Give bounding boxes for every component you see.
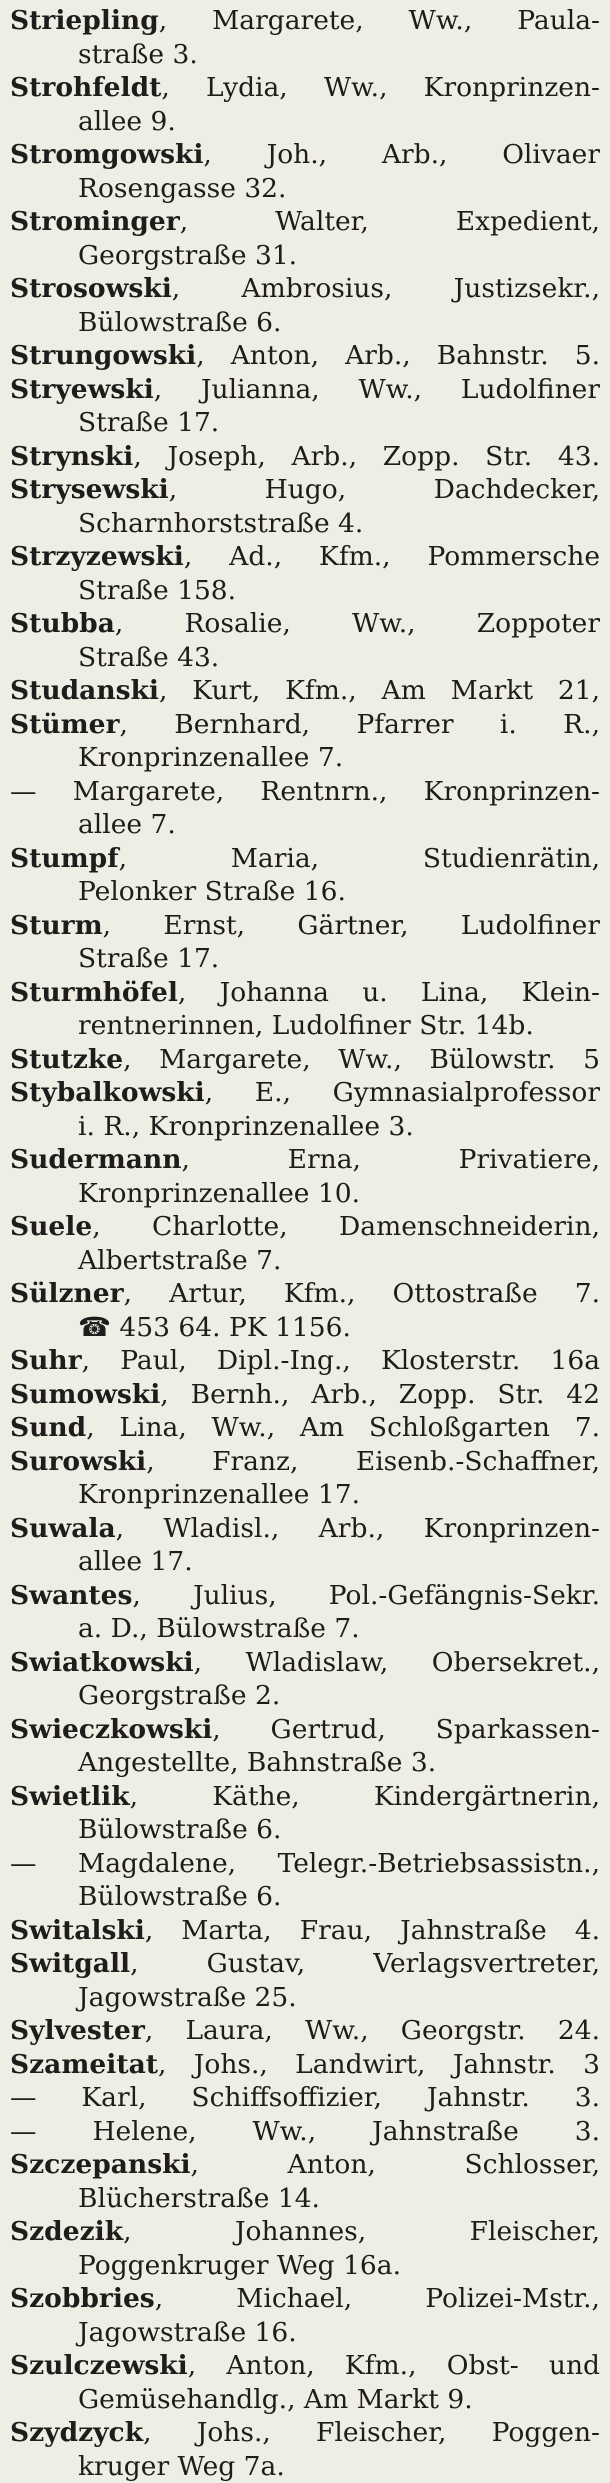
entry-text: , Bernh., Arb., Zopp. Str. 42 <box>160 1379 600 1410</box>
entry-text: , Ambrosius, Justizsekr., <box>172 273 600 304</box>
entry-continuation-line <box>10 875 600 909</box>
entry-text: kruger Weg 7a. <box>78 2451 285 2482</box>
entry-text: — Helene, Ww., Jahnstraße 3. <box>10 2116 600 2147</box>
entry-first-line <box>10 2081 600 2115</box>
entry-text: , Anton, Kfm., Obst- und <box>188 2350 600 2381</box>
entry-surname: Strungowski <box>10 340 196 371</box>
entry-text: , Kurt, Kfm., Am Markt 21, <box>159 675 600 706</box>
entry-first-line <box>10 1143 600 1177</box>
directory-entry <box>10 2215 600 2282</box>
directory-entry <box>10 1780 600 1847</box>
entry-surname: Stubba <box>10 608 115 639</box>
entry-text: Jagowstraße 25. <box>78 1982 297 2013</box>
entry-surname: Strohfeldt <box>10 72 161 103</box>
entry-text: , Artur, Kfm., Ottostraße 7. <box>124 1278 600 1309</box>
entry-surname: Suwala <box>10 1513 116 1544</box>
entry-text: , Anton, Schlosser, <box>191 2149 600 2180</box>
entry-text: , Laura, Ww., Georgstr. 24. <box>145 2015 600 2046</box>
entry-surname: Sumowski <box>10 1379 160 1410</box>
entry-surname: Swietlik <box>10 1781 130 1812</box>
directory-entry <box>10 2048 600 2082</box>
directory-entry <box>10 71 600 138</box>
directory-entry <box>10 1445 600 1512</box>
directory-entry <box>10 1646 600 1713</box>
entry-continuation-line <box>10 172 600 206</box>
entry-text: rentnerinnen, Ludolfiner Str. 14b. <box>78 1010 534 1041</box>
entry-continuation-line <box>10 808 600 842</box>
entry-text: , Wladislaw, Obersekret., <box>194 1647 600 1678</box>
entry-text: allee 17. <box>78 1546 193 1577</box>
entry-first-line <box>10 976 600 1010</box>
entry-surname: Strynski <box>10 441 133 472</box>
entry-surname: Swieczkowski <box>10 1714 212 1745</box>
directory-entry <box>10 540 600 607</box>
entry-first-line <box>10 1076 600 1110</box>
entry-first-line <box>10 708 600 742</box>
directory-column <box>10 4 600 2483</box>
entry-surname: Sülzner <box>10 1278 124 1309</box>
entry-first-line <box>10 775 600 809</box>
entry-text: Jagowstraße 16. <box>78 2317 297 2348</box>
entry-text: Straße 158. <box>78 575 236 606</box>
entry-continuation-line <box>10 1177 600 1211</box>
entry-surname: Switalski <box>10 1915 145 1946</box>
entry-text: straße 3. <box>78 39 198 70</box>
entry-first-line <box>10 1411 600 1445</box>
entry-continuation-line <box>10 38 600 72</box>
entry-surname: Surowski <box>10 1446 146 1477</box>
entry-text: , Joseph, Arb., Zopp. Str. 43. <box>133 441 600 472</box>
entry-surname: Sudermann <box>10 1144 182 1175</box>
entry-continuation-line <box>10 942 600 976</box>
directory-entry <box>10 373 600 440</box>
entry-first-line <box>10 2048 600 2082</box>
entry-surname: Szydzyck <box>10 2417 143 2448</box>
directory-entry <box>10 674 600 708</box>
entry-continuation-line <box>10 741 600 775</box>
entry-first-line <box>10 2349 600 2383</box>
entry-surname: Sund <box>10 1412 86 1443</box>
entry-text: , Maria, Studienrätin, <box>119 843 600 874</box>
entry-first-line <box>10 71 600 105</box>
entry-text: , Julius, Pol.-Gefängnis-Sekr. <box>132 1580 600 1611</box>
directory-entry <box>10 1344 600 1378</box>
entry-text: ☎ 453 64. PK 1156. <box>78 1312 351 1343</box>
entry-text: Pelonker Straße 16. <box>78 876 346 907</box>
entry-first-line <box>10 138 600 172</box>
entry-continuation-line <box>10 406 600 440</box>
entry-text: Kronprinzenallee 17. <box>78 1479 360 1510</box>
entry-text: , Johanna u. Lina, Klein- <box>178 977 600 1008</box>
directory-entry <box>10 1076 600 1143</box>
entry-first-line <box>10 1579 600 1613</box>
entry-first-line <box>10 1043 600 1077</box>
entry-text: Gemüsehandlg., Am Markt 9. <box>78 2384 473 2415</box>
entry-surname: Suele <box>10 1211 92 1242</box>
entry-text: Straße 17. <box>78 943 219 974</box>
entry-surname: Sturmhöfel <box>10 977 178 1008</box>
entry-first-line <box>10 2215 600 2249</box>
entry-text: , Bernhard, Pfarrer i. R., <box>120 709 600 740</box>
directory-entry <box>10 2148 600 2215</box>
entry-surname: Stryewski <box>10 374 154 405</box>
directory-entry <box>10 909 600 976</box>
directory-entry <box>10 2014 600 2048</box>
entry-surname: Strzyzewski <box>10 541 184 572</box>
entry-first-line <box>10 1512 600 1546</box>
entry-first-line <box>10 2115 600 2149</box>
entry-text: Poggenkruger Weg 16a. <box>78 2250 401 2281</box>
directory-entry <box>10 1947 600 2014</box>
entry-text: Bülowstraße 6. <box>78 307 281 338</box>
directory-entry <box>10 775 600 842</box>
directory-entry <box>10 1579 600 1646</box>
entry-text: , Paul, Dipl.-Ing., Klosterstr. 16a <box>82 1345 600 1376</box>
entry-text: allee 7. <box>78 809 176 840</box>
entry-continuation-line <box>10 1244 600 1278</box>
entry-surname: Studanski <box>10 675 159 706</box>
entry-first-line <box>10 1277 600 1311</box>
directory-entry <box>10 339 600 373</box>
directory-entry <box>10 440 600 474</box>
entry-text: , Gertrud, Sparkassen- <box>212 1714 600 1745</box>
entry-text: , Walter, Expedient, <box>180 206 600 237</box>
entry-continuation-line <box>10 239 600 273</box>
entry-text: Bülowstraße 6. <box>78 1881 281 1912</box>
entry-text: — Magdalene, Telegr.-Betriebsassistn., <box>10 1848 600 1879</box>
entry-continuation-line <box>10 2450 600 2483</box>
entry-continuation-line <box>10 641 600 675</box>
entry-surname: Sturm <box>10 910 103 941</box>
entry-continuation-line <box>10 1545 600 1579</box>
entry-first-line <box>10 373 600 407</box>
directory-entry <box>10 1143 600 1210</box>
entry-surname: Strominger <box>10 206 180 237</box>
entry-text: , E., Gymnasialprofessor <box>205 1077 600 1108</box>
directory-entry <box>10 1914 600 1948</box>
entry-first-line <box>10 674 600 708</box>
entry-text: , Julianna, Ww., Ludolfiner <box>154 374 600 405</box>
entry-text: , Ad., Kfm., Pommersche <box>184 541 600 572</box>
entry-first-line <box>10 473 600 507</box>
entry-surname: Strysewski <box>10 474 169 505</box>
entry-first-line <box>10 2282 600 2316</box>
directory-entry <box>10 272 600 339</box>
entry-first-line <box>10 2416 600 2450</box>
directory-entry <box>10 2115 600 2149</box>
entry-continuation-line <box>10 1679 600 1713</box>
entry-first-line <box>10 440 600 474</box>
entry-text: , Margarete, Ww., Paula- <box>159 5 600 36</box>
entry-text: , Hugo, Dachdecker, <box>169 474 600 505</box>
entry-text: , Charlotte, Damenschneiderin, <box>92 1211 600 1242</box>
entry-text: , Marta, Frau, Jahnstraße 4. <box>145 1915 600 1946</box>
directory-entry <box>10 1512 600 1579</box>
entry-text: , Franz, Eisenb.-Schaffner, <box>146 1446 600 1477</box>
entry-first-line <box>10 1646 600 1680</box>
entry-text: Blücherstraße 14. <box>78 2183 320 2214</box>
entry-text: a. D., Bülowstraße 7. <box>78 1613 360 1644</box>
entry-continuation-line <box>10 1110 600 1144</box>
directory-entry <box>10 2416 600 2483</box>
entry-text: Georgstraße 31. <box>78 240 297 271</box>
entry-text: , Michael, Polizei-Mstr., <box>155 2283 600 2314</box>
entry-text: , Johannes, Fleischer, <box>123 2216 600 2247</box>
entry-first-line <box>10 540 600 574</box>
directory-entry <box>10 2081 600 2115</box>
entry-continuation-line <box>10 1880 600 1914</box>
entry-first-line <box>10 2014 600 2048</box>
entry-surname: Stromgowski <box>10 139 203 170</box>
entry-text: , Johs., Landwirt, Jahnstr. 3 <box>158 2049 600 2080</box>
entry-first-line <box>10 205 600 239</box>
entry-surname: Swiatkowski <box>10 1647 194 1678</box>
entry-text: Rosengasse 32. <box>78 173 286 204</box>
entry-text: Kronprinzenallee 10. <box>78 1178 360 1209</box>
entry-text: , Anton, Arb., Bahnstr. 5. <box>196 340 600 371</box>
entry-text: , Joh., Arb., Olivaer <box>203 139 600 170</box>
directory-entry <box>10 1378 600 1412</box>
entry-text: — Margarete, Rentnrn., Kronprinzen- <box>10 776 600 807</box>
directory-entry <box>10 607 600 674</box>
entry-text: , Erna, Privatiere, <box>182 1144 601 1175</box>
entry-continuation-line <box>10 1009 600 1043</box>
entry-text: Kronprinzenallee 7. <box>78 742 343 773</box>
entry-first-line <box>10 1713 600 1747</box>
entry-surname: Szczepanski <box>10 2149 191 2180</box>
directory-entry <box>10 1043 600 1077</box>
entry-surname: Striepling <box>10 5 159 36</box>
entry-first-line <box>10 842 600 876</box>
entry-surname: Szameitat <box>10 2049 158 2080</box>
entry-text: , Lina, Ww., Am Schloßgarten 7. <box>86 1412 600 1443</box>
entry-continuation-line <box>10 2182 600 2216</box>
entry-continuation-line <box>10 306 600 340</box>
entry-text: , Margarete, Ww., Bülowstr. 5 <box>123 1044 600 1075</box>
entry-continuation-line <box>10 1478 600 1512</box>
entry-continuation-line <box>10 1981 600 2015</box>
entry-text: allee 9. <box>78 106 176 137</box>
directory-entry <box>10 138 600 205</box>
entry-continuation-line <box>10 2316 600 2350</box>
entry-surname: Stutzke <box>10 1044 123 1075</box>
entry-text: Angestellte, Bahnstraße 3. <box>78 1747 436 1778</box>
entry-text: — Karl, Schiffsoffizier, Jahnstr. 3. <box>10 2082 600 2113</box>
entry-text: , Käthe, Kindergärtnerin, <box>130 1781 600 1812</box>
entry-continuation-line <box>10 1813 600 1847</box>
directory-entry <box>10 842 600 909</box>
entry-surname: Strosowski <box>10 273 172 304</box>
entry-first-line <box>10 1780 600 1814</box>
entry-text: , Wladisl., Arb., Kronprinzen- <box>116 1513 600 1544</box>
entry-continuation-line <box>10 507 600 541</box>
entry-text: , Rosalie, Ww., Zoppoter <box>115 608 600 639</box>
directory-entry <box>10 4 600 71</box>
directory-entry <box>10 1277 600 1344</box>
directory-entry <box>10 1411 600 1445</box>
entry-text: Georgstraße 2. <box>78 1680 280 1711</box>
entry-continuation-line <box>10 574 600 608</box>
entry-first-line <box>10 2148 600 2182</box>
directory-entry <box>10 1210 600 1277</box>
entry-text: Straße 17. <box>78 407 219 438</box>
entry-text: Albertstraße 7. <box>78 1245 281 1276</box>
entry-text: , Johs., Fleischer, Poggen- <box>143 2417 600 2448</box>
entry-surname: Szdezik <box>10 2216 123 2247</box>
entry-surname: Sylvester <box>10 2015 145 2046</box>
entry-continuation-line <box>10 1311 600 1345</box>
entry-first-line <box>10 1210 600 1244</box>
entry-text: Straße 43. <box>78 642 219 673</box>
entry-continuation-line <box>10 1612 600 1646</box>
entry-surname: Swantes <box>10 1580 132 1611</box>
entry-first-line <box>10 1344 600 1378</box>
entry-continuation-line <box>10 2383 600 2417</box>
entry-first-line <box>10 909 600 943</box>
directory-entry <box>10 1713 600 1780</box>
entry-first-line <box>10 607 600 641</box>
entry-surname: Stümer <box>10 709 120 740</box>
entry-first-line <box>10 1947 600 1981</box>
entry-text: , Lydia, Ww., Kronprinzen- <box>161 72 600 103</box>
directory-entry <box>10 473 600 540</box>
directory-entry <box>10 708 600 775</box>
entry-first-line <box>10 1914 600 1948</box>
entry-first-line <box>10 4 600 38</box>
directory-entry <box>10 2282 600 2349</box>
entry-surname: Stybalkowski <box>10 1077 205 1108</box>
directory-entry <box>10 976 600 1043</box>
entry-first-line <box>10 1378 600 1412</box>
entry-text: i. R., Kronprinzenallee 3. <box>78 1111 414 1142</box>
entry-text: , Gustav, Verlagsvertreter, <box>130 1948 600 1979</box>
entry-first-line <box>10 272 600 306</box>
entry-first-line <box>10 1445 600 1479</box>
directory-entry <box>10 205 600 272</box>
entry-surname: Szobbries <box>10 2283 155 2314</box>
entry-continuation-line <box>10 2249 600 2283</box>
entry-continuation-line <box>10 1746 600 1780</box>
entry-surname: Suhr <box>10 1345 82 1376</box>
entry-first-line <box>10 1847 600 1881</box>
entry-first-line <box>10 339 600 373</box>
entry-surname: Szulczewski <box>10 2350 188 2381</box>
entry-text: , Ernst, Gärtner, Ludolfiner <box>103 910 600 941</box>
directory-entry <box>10 1847 600 1914</box>
directory-entry <box>10 2349 600 2416</box>
entry-text: Bülowstraße 6. <box>78 1814 281 1845</box>
entry-surname: Switgall <box>10 1948 130 1979</box>
entry-text: Scharnhorststraße 4. <box>78 508 363 539</box>
entry-surname: Stumpf <box>10 843 119 874</box>
entry-continuation-line <box>10 105 600 139</box>
